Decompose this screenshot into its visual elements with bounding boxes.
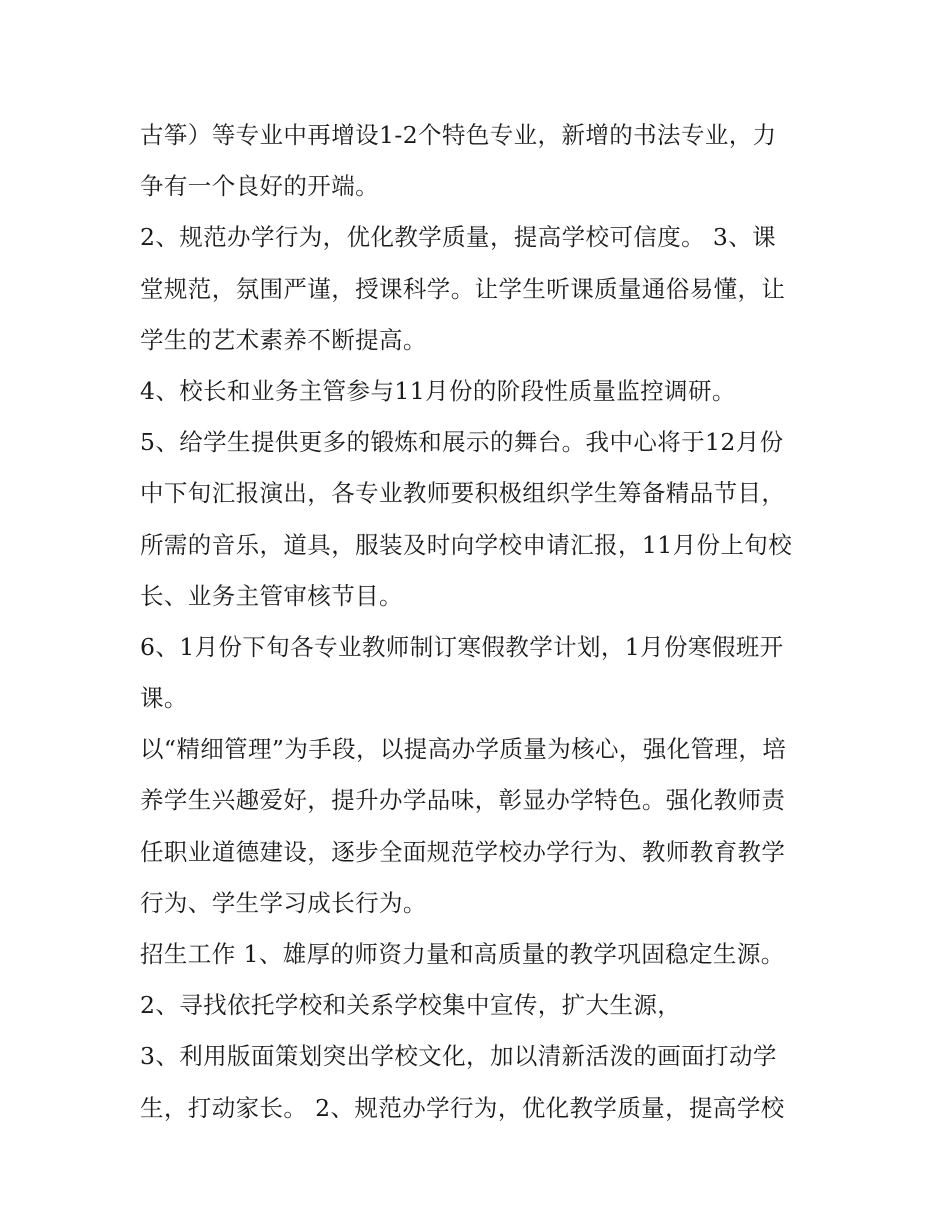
text-line: 3、利用版面策划突出学校文化，加以清新活泼的画面打动学: [140, 1042, 777, 1071]
text-line: 养学生兴趣爱好，提升办学品味，彰显办学特色。强化教师责: [140, 786, 786, 815]
text-line: 长、业务主管审核节目。: [140, 581, 403, 610]
text-line: 所需的音乐，道具，服装及时向学校申请汇报，11月份上旬校: [140, 530, 793, 559]
text-line: 以“精细管理”为手段，以提高办学质量为核心，强化管理，培: [140, 735, 787, 764]
text-line: 任职业道德建设，逐步全面规范学校办学行为、教师教育教学: [140, 837, 786, 866]
text-line: 古筝）等专业中再增设1-2个特色专业，新增的书法专业，力: [140, 121, 777, 149]
text-line: 生，打动家长。 2、规范办学行为，优化教学质量，提高学校: [140, 1093, 785, 1122]
text-line: 6、1月份下旬各专业教师制订寒假教学计划，1月份寒假班开: [140, 632, 784, 661]
text-line: 行为、学生学习成长行为。: [140, 888, 427, 917]
document-body: [140, 110, 820, 1134]
text-line: 学生的艺术素养不断提高。: [140, 325, 427, 354]
text-line: 课。: [140, 684, 188, 713]
text-line: 2、寻找依托学校和关系学校集中宣传，扩大生源，: [140, 991, 682, 1020]
text-line: 招生工作 1、雄厚的师资力量和高质量的教学巩固稳定生源。: [140, 940, 785, 968]
text-line: 5、给学生提供更多的锻炼和展示的舞台。我中心将于12月份: [140, 428, 784, 457]
text-line: 中下旬汇报演出，各专业教师要积极组织学生筹备精品节目，: [140, 479, 786, 508]
text-line: 堂规范，氛围严谨，授课科学。让学生听课质量通俗易懂，让: [140, 274, 786, 303]
text-line: 4、校长和业务主管参与11月份的阶段性质量监控调研。: [140, 376, 736, 405]
text-line: 争有一个良好的开端。: [140, 172, 379, 201]
text-line: 2、规范办学行为，优化教学质量，提高学校可信度。 3、课: [140, 223, 777, 252]
